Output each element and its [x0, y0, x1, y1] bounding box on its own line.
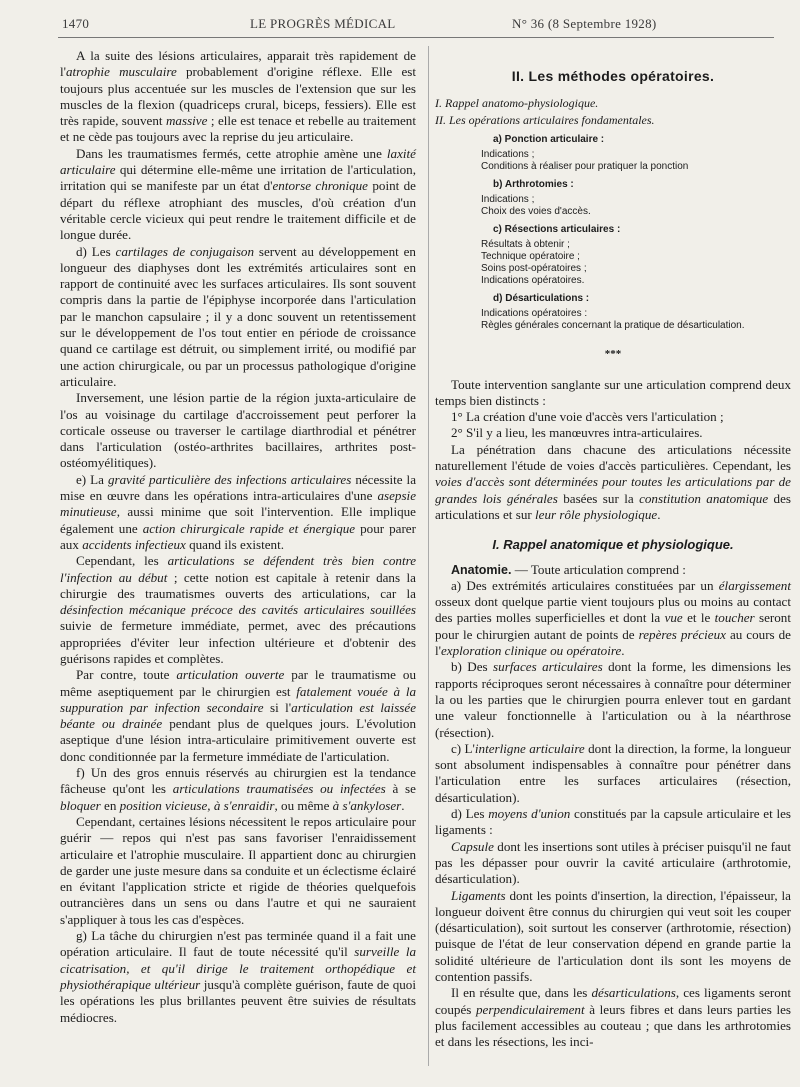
- header-rule: [58, 37, 774, 38]
- outline-item: II. Les opérations articulaires fondamentales.: [435, 113, 655, 128]
- text-run: dont la forme, les dimensions les rapports réciproques seront nécessaires à connaître pour déterminer la ou les parties que le chirurgien pourra enlever tout en gardant une valeur fonctionnelle à l'articulation ou à la néarthrose (résection).: [435, 659, 791, 740]
- running-header: [62, 16, 762, 36]
- paragraph: [435, 839, 791, 888]
- text-run: c) L': [451, 740, 475, 756]
- paragraph: Cependant, certaines lésions nécessitent le repos articulaire pour guérir — repos qui n'est pas sans favoriser l'enraidissement articulaire et l'atrophie musculaire. Il appartient donc au chirurgien de garder une juste mesure dans sa conduite et un éclectisme éclairé en évitant l'application stricte et rigide de théories quelquefois outrancières dans un sens ou dans l'autre et qui ne sauraient s'appliquer à tous les cas d'espèces.: [60, 813, 416, 927]
- text-run: ; cette notion est capitale à retenir dans la chirurgie des traumatismes ouverts des articulations, car la: [60, 569, 416, 601]
- text-run: , aussi minime que soit l'intervention. Elle implique également une: [60, 504, 416, 536]
- text-run: probablement d'origine réflexe. Elle est toujours plus accentuée sur les muscles de l'extension que sur les muscles de la flexion (quadriceps crural, biceps, fessiers). Elle est très rapide, souvent: [60, 64, 416, 129]
- emphasis: vue: [664, 610, 683, 626]
- emphasis: désarticulations: [591, 985, 676, 1001]
- text-run: f) Un des gros ennuis réservés au chirurgien est la tendance fâcheuse qu'ont les: [60, 765, 416, 797]
- paragraph: [60, 928, 416, 1026]
- text-run: .: [621, 643, 625, 659]
- paragraph: Inversement, une lésion partie de la région juxta-articulaire de l'os au voisinage du cartilage d'accroissement peut perforer la corticale osseuse ou traverser le cartilage diarthrodial et pénétrer dans l'articulation (ostéo-arthrites bacillaires, arthrites post-ostéomyélitiques).: [60, 390, 416, 471]
- text-run: des articulations et sur: [435, 490, 791, 522]
- text-run: — Toute articulation comprend :: [511, 561, 686, 577]
- outline-line: Technique opératoire ;: [481, 251, 580, 263]
- emphasis: asepsie minutieuse: [60, 488, 416, 520]
- paragraph: 2° S'il y a lieu, les manœuvres intra-articulaires.: [451, 425, 703, 441]
- text-run: dont la direction, la forme, la longueur sont absolument indispensables à connaître pour pénétrer dans l'articulation entre les surfaces articulaires (résection, désarticulation).: [435, 740, 791, 805]
- emphasis: Capsule: [451, 838, 494, 854]
- emphasis: repères précieux: [638, 626, 726, 642]
- paragraph: [60, 48, 416, 146]
- emphasis: à s'ankyloser: [332, 797, 402, 813]
- emphasis: gravité particulière des infections articulaires: [107, 471, 352, 487]
- text-run: Dans les traumatismes fermés, cette atrophie amène une: [76, 145, 387, 161]
- paragraph: [435, 578, 791, 659]
- text-run: dont les points d'insertion, la direction, l'épaisseur, la longueur doivent être connus du chirurgien qui veut soit les couper (désarticulation), soit surtout les conserver (arthrotomie, résection) puisque de l'état de leur conservation dépend en grande partie la solidité ultérieure de l'articulation dont ils sont les moyens de contention passifs.: [435, 887, 791, 984]
- page-number: 1470: [62, 16, 90, 31]
- text-run: qui détermine elle-même une irritation de l'articulation, irritation qui se manifeste par un état d': [60, 162, 416, 194]
- outline-subtitle: d) Désarticulations :: [493, 293, 590, 305]
- left-column: [60, 48, 416, 1026]
- text-run: nécessite la mise en œuvre dans les opérations intra-articulaires d'une: [60, 471, 417, 504]
- paragraph: [435, 442, 791, 523]
- emphasis: désinfection mécanique précoce des cavités articulaires souillées: [60, 602, 416, 618]
- text-run: a) Des extrémités articulaires constituées par un: [451, 577, 719, 593]
- text-run: osseux dont quelque partie vient toujours plus ou moins au contact des parties molles superficielles et dont la: [435, 594, 791, 626]
- text-run: constitués par la capsule articulaire et les ligaments :: [435, 806, 791, 838]
- paragraph: 1° La création d'une voie d'accès vers l'articulation ;: [451, 409, 724, 425]
- emphasis: moyens d'union: [488, 806, 571, 822]
- emphasis: leur rôle physiologique: [535, 506, 658, 522]
- emphasis: surveille la cicatrisation, et qu'il dirige le traitement orthopédique et physiothérapique ultérieur: [60, 944, 417, 992]
- text-run: quand ils existent.: [185, 536, 285, 552]
- emphasis: laxité articulaire: [60, 145, 416, 178]
- outline-subtitle: a) Ponction articulaire :: [493, 134, 605, 146]
- text-run: pendant plus de quelques jours. L'évolution aseptique d'une lésion intra-articulaire primitivement ouverte est donc conditionnée par la fermeture immédiate de l'articulation.: [60, 716, 416, 764]
- outline-line: Indications ;: [481, 194, 535, 206]
- text-run: en: [100, 797, 120, 813]
- text-run: Cependant, les: [76, 553, 168, 569]
- emphasis: articulations se défendent très bien contre l'infection au début: [60, 553, 417, 585]
- paragraph: [435, 985, 791, 1050]
- text-run: , ou même: [274, 797, 333, 813]
- text-run: basées sur la: [557, 490, 640, 506]
- text-run: dont les insertions sont utiles à préciser puisqu'il ne faut pas les dépasser pour ouvrir la cavité articulaire (arthrotomie, désarticulation).: [435, 838, 791, 887]
- emphasis: voies d'accès sont déterminées pour toutes les articulations par de grandes lois générales: [435, 474, 791, 506]
- column-divider: [428, 46, 429, 1066]
- right-column: [435, 48, 791, 1050]
- outline-subtitle: c) Résections articulaires :: [493, 224, 621, 236]
- emphasis: constitution anatomique: [639, 490, 769, 506]
- journal-title: LE PROGRÈS MÉDICAL: [250, 16, 396, 31]
- emphasis: surfaces articulaires: [493, 659, 603, 675]
- emphasis: action chirurgicale rapide et énergique: [142, 520, 356, 536]
- paragraph: [60, 146, 416, 244]
- emphasis: position vicieuse, à s'enraidir: [119, 797, 275, 813]
- paragraph: [60, 472, 416, 553]
- emphasis: articulations traumatisées ou infectées: [172, 781, 386, 797]
- paragraph: [60, 244, 416, 391]
- text-run: point de départ du réflexe atrophiant des muscles, d'où création d'un véritable cercle vicieux qui peut rendre le traitement difficile et de longue durée.: [60, 178, 416, 243]
- text-run: .: [401, 797, 405, 813]
- paragraph: [60, 765, 416, 814]
- text-run: à se: [385, 781, 416, 797]
- emphasis: accidents infectieux: [82, 536, 186, 552]
- paragraph: Toute intervention sanglante sur une articulation comprend deux temps bien distincts :: [435, 376, 791, 408]
- paragraph: [435, 888, 791, 986]
- outline-line: Indications opératoires :: [481, 308, 588, 320]
- text-run: e) La: [76, 471, 108, 487]
- run-in-heading: Anatomie.: [451, 562, 512, 577]
- text-run: , ces ligaments seront coupés: [435, 985, 791, 1017]
- text-run: suivie de fermeture immédiate, permet, avec des précautions appropriées d'éviter leur infection ultérieure et d'obtenir des guérisons rapides et complètes.: [60, 618, 416, 666]
- issue-info: N° 36 (8 Septembre 1928): [512, 16, 657, 31]
- paragraph: [435, 659, 791, 740]
- text-run: servent au développement en longueur des diaphyses dont les extrémités articulaires sont en rapport de continuité avec les surfaces articulaires. Ils sont souvent compris dans la partie de l'épiphyse incorporée dans l'articulation par le manchon capsulaire ; il y a donc souvent un retentissement sur le développement de l'os tout entier en période de croissance quand ce cartilage est détruit, ou simplement irrité, ou modifié par une action chirurgicale, ou par un processus pathologique d'origine articulaire.: [60, 243, 416, 389]
- emphasis: exploration clinique ou opératoire: [441, 643, 622, 659]
- outline-line: Résultats à obtenir ;: [481, 239, 570, 251]
- outline-line: Indications opératoires.: [481, 275, 585, 287]
- text-run: ; elle est tenace et rebelle au traitement et ne cède pas toujours avec la reprise du jeu articulaire.: [60, 113, 416, 145]
- emphasis: articulation est laissée béante ou drainée: [60, 699, 417, 732]
- text-run: Par contre, toute: [76, 667, 177, 683]
- outline-line: Choix des voies d'accès.: [481, 206, 591, 218]
- paragraph: [435, 806, 791, 839]
- paragraph: [435, 562, 791, 578]
- paragraph: [435, 741, 791, 806]
- outline-subtitle: b) Arthrotomies :: [493, 179, 574, 191]
- emphasis: perpendiculairement: [475, 1001, 585, 1017]
- text-run: jusqu'à complète guérison, faute de quoi les opérations les plus brillantes peuvent être suivies de résultats médiocres.: [60, 976, 416, 1025]
- text-run: Il en résulte que, dans les: [451, 985, 592, 1001]
- text-run: à leurs fibres et dans leurs parties les plus facilement accessibles au couteau ; que dans les arthrotomies et dans les résections, les inci-: [435, 1001, 791, 1050]
- emphasis: atrophie musculaire: [66, 64, 177, 80]
- section-title: II. Les méthodes opératoires.: [511, 68, 715, 84]
- outline-line: Soins post-opératoires ;: [481, 263, 587, 275]
- outline-line: Conditions à réaliser pour pratiquer la ponction: [481, 161, 689, 173]
- text-run: A la suite des lésions articulaires, apparait très rapidement de l': [60, 48, 416, 80]
- emphasis: interligne articulaire: [474, 740, 585, 756]
- emphasis: bloquer: [60, 797, 101, 813]
- text-run: g) La tâche du chirurgien n'est pas terminée quand il a fait une opération articulaire. Il faut de toute nécessité qu'il: [60, 928, 416, 960]
- paragraph: [60, 667, 416, 765]
- text-run: .: [657, 506, 661, 522]
- text-run: seront pour le chirurgien autant de points de: [435, 610, 791, 642]
- text-run: pour parer aux: [60, 520, 416, 552]
- outline-line: Règles générales concernant la pratique de désarticulation.: [481, 320, 745, 332]
- subsection-title: I. Rappel anatomique et physiologique.: [492, 537, 734, 553]
- asterism: ***: [604, 348, 622, 361]
- emphasis: articulation ouverte: [176, 667, 285, 683]
- text-run: au cours de l': [435, 626, 791, 659]
- emphasis: toucher: [714, 610, 755, 626]
- text-run: b) Des: [451, 659, 494, 675]
- text-run: par le traumatisme ou même aseptiquement par le chirurgien est: [60, 667, 416, 699]
- emphasis: Ligaments: [451, 887, 506, 903]
- paragraph: [60, 553, 416, 667]
- text-run: et le: [682, 610, 715, 626]
- text-run: La pénétration dans chacune des articulations nécessite naturellement l'étude de voies d'accès particulières. Cependant, les: [435, 441, 791, 474]
- emphasis: élargissement: [718, 577, 791, 593]
- text-run: d) Les: [451, 806, 489, 822]
- outline: [435, 96, 791, 332]
- text-run: si l': [263, 699, 292, 715]
- outline-line: Indications ;: [481, 149, 535, 161]
- emphasis: fatalement vouée à la suppuration par infection secondaire: [60, 683, 416, 715]
- emphasis: massive: [165, 113, 208, 129]
- emphasis: entorse chronique: [272, 178, 368, 194]
- text-run: d) Les: [76, 243, 116, 259]
- outline-item: I. Rappel anatomo-physiologique.: [435, 96, 599, 111]
- emphasis: cartilages de conjugaison: [115, 243, 255, 259]
